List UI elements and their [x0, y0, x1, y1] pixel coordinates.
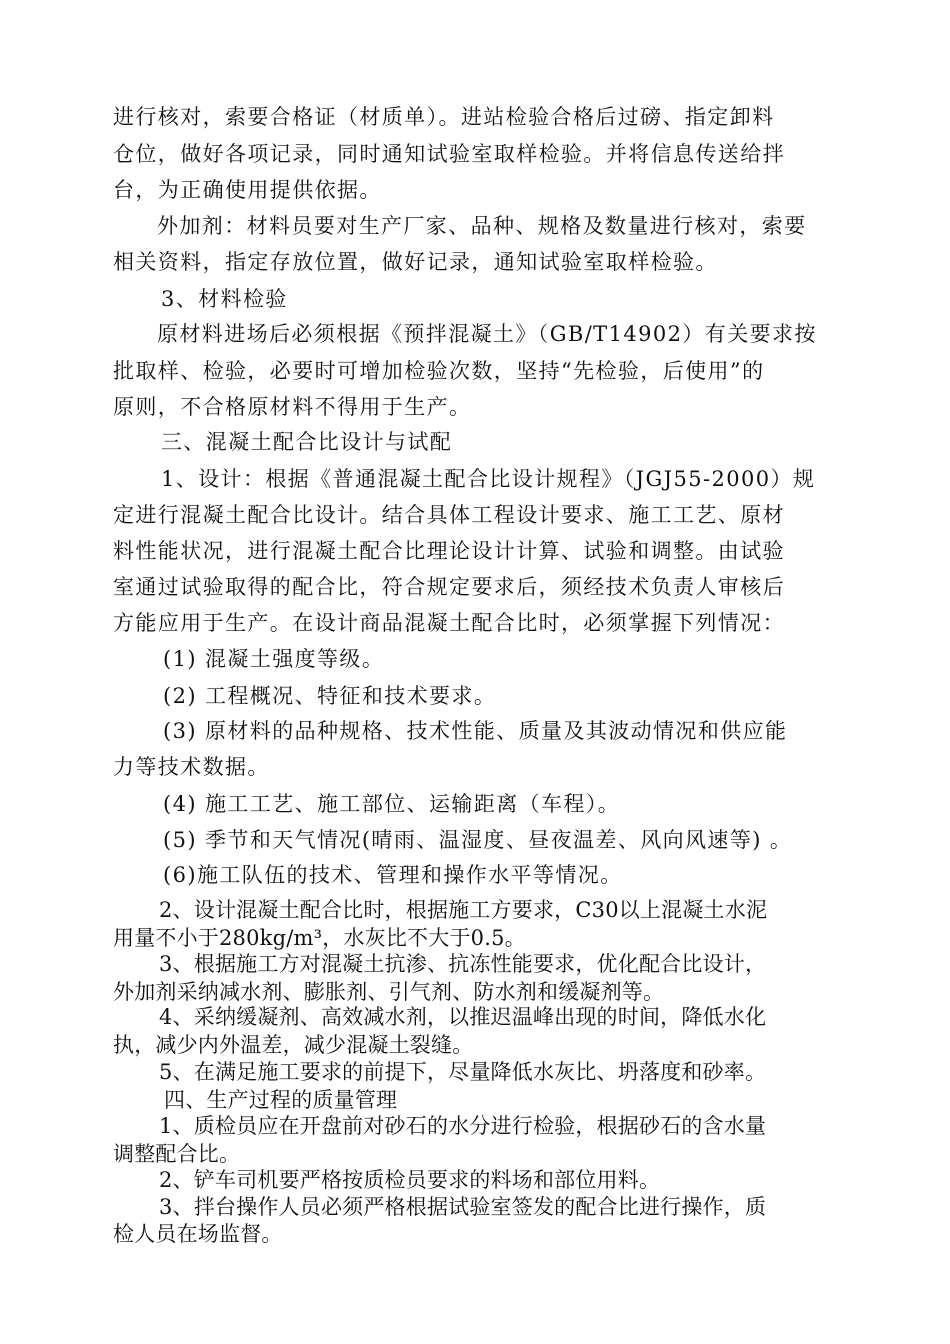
text-line: 原材料进场后必须根据《预拌混凝土》（GB/T14902）有关要求按 [157, 322, 817, 346]
text-line: 检人员在场监督。 [113, 1222, 283, 1246]
section-heading: 四、生产过程的质量管理 [164, 1088, 398, 1112]
list-item: (3) 原材料的品种规格、技术性能、质量及其波动情况和供应能 [163, 719, 788, 743]
text-line: 2、设计混凝土配合比时，根据施工方要求，C30以上混凝土水泥 [159, 898, 768, 922]
section-heading: 3、材料检验 [161, 287, 288, 311]
text-line: 3、根据施工方对混凝土抗渗、抗冻性能要求，优化配合比设计， [159, 952, 767, 976]
list-item: (6)施工队伍的技术、管理和操作水平等情况。 [163, 863, 623, 887]
text-line: 1、质检员应在开盘前对砂石的水分进行检验，根据砂石的含水量 [159, 1114, 767, 1138]
text-line: 3、拌台操作人员必须严格根据试验室签发的配合比进行操作，质 [159, 1195, 767, 1219]
text-line: 外加剂：材料员要对生产厂家、品种、规格及数量进行核对，索要 [157, 214, 807, 238]
text-line: 相关资料，指定存放位置，做好记录，通知试验室取样检验。 [113, 250, 718, 274]
text-line: 外加剂采纳减水剂、膨胀剂、引气剂、防水剂和缓凝剂等。 [113, 980, 665, 1004]
text-line: 批取样、检验，必要时可增加检验次数，坚持“先检验，后使用”的 [113, 359, 765, 383]
text-line: 4、采纳缓凝剂、高效减水剂，以推迟温峰出现的时间，降低水化 [159, 1005, 767, 1029]
text-line: 料性能状况，进行混凝土配合比理论设计计算、试验和调整。由试验 [113, 539, 785, 563]
text-line: 仓位，做好各项记录，同时通知试验室取样检验。并将信息传送给拌 [113, 142, 785, 166]
text-line: 1、设计：根据《普通混凝土配合比设计规程》（JGJ55-2000）规 [161, 467, 816, 491]
text-line: 原则，不合格原材料不得用于生产。 [113, 395, 472, 419]
list-item: (2) 工程概况、特征和技术要求。 [163, 684, 497, 708]
text-line: 用量不小于280kg/m³，水灰比不大于0.5。 [113, 926, 526, 950]
text-line: 2、铲车司机要严格按质检员要求的料场和部位用料。 [159, 1168, 661, 1192]
text-line: 室通过试验取得的配合比，符合规定要求后，须经技术负责人审核后 [113, 575, 785, 599]
list-item: (1) 混凝土强度等级。 [163, 647, 385, 671]
text-line: 调整配合比。 [113, 1142, 241, 1166]
text-line: 进行核对，索要合格证（材质单）。进站检验合格后过磅、指定卸料 [113, 105, 775, 129]
list-item: (5) 季节和天气情况(晴雨、温湿度、昼夜温差、风向风速等) 。 [163, 828, 793, 852]
text-line: 台，为正确使用提供依据。 [113, 178, 382, 202]
text-line: 5、在满足施工要求的前提下，尽量降低水灰比、坍落度和砂率。 [159, 1060, 767, 1084]
list-item: (4) 施工工艺、施工部位、运输距离（车程）。 [163, 792, 621, 816]
text-line: 力等技术数据。 [113, 755, 270, 779]
text-line: 执，减少内外温差，减少混凝土裂缝。 [113, 1033, 474, 1057]
section-heading: 三、混凝土配合比设计与试配 [161, 430, 453, 454]
text-line: 方能应用于生产。在设计商品混凝土配合比时，必须掌握下列情况： [113, 611, 785, 635]
text-line: 定进行混凝土配合比设计。结合具体工程设计要求、施工工艺、原材 [113, 503, 785, 527]
